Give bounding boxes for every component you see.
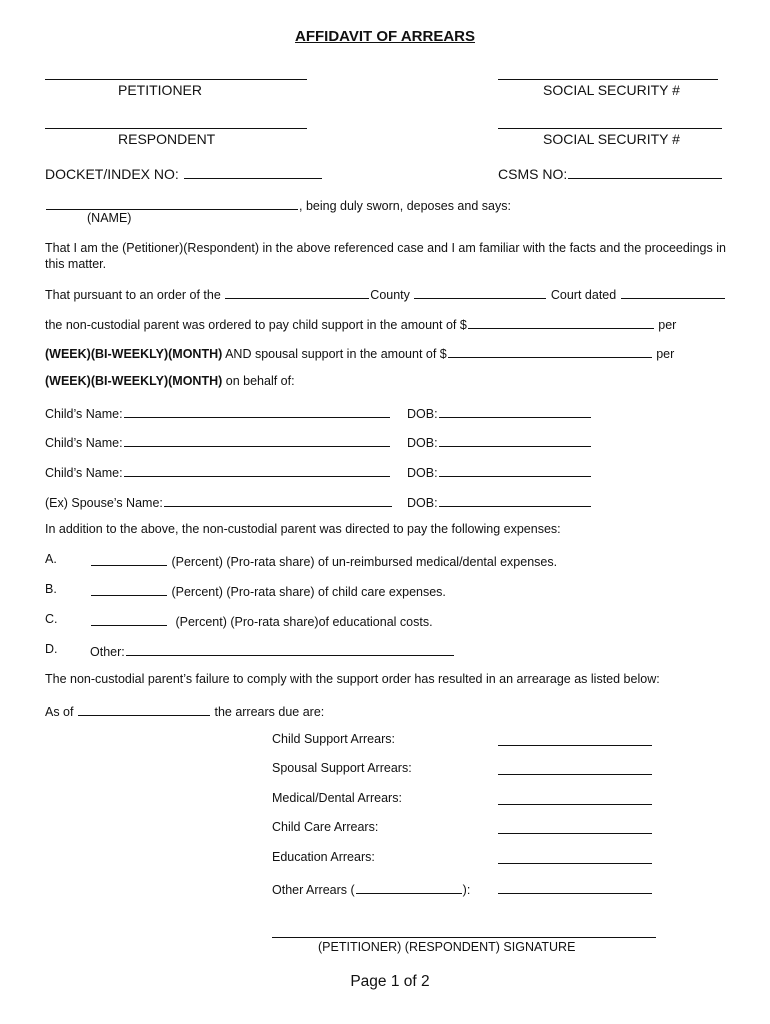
intro-paragraph: That I am the (Petitioner)(Respondent) in the above referenced case and I am familiar with the facts and the proceedings in this matter. (45, 241, 726, 271)
failure-paragraph: The non-custodial parent’s failure to comply with the support order has resulted in an arrearage as listed below: (45, 672, 660, 686)
dob-field[interactable] (439, 463, 591, 477)
beneficiary-name-field[interactable] (124, 404, 390, 418)
beneficiary-label: Child’s Name: (45, 407, 123, 421)
dob-row (407, 433, 592, 450)
spousal-support-text: AND spousal support in the amount of $ (222, 347, 447, 361)
frequency-options-1: (WEEK)(BI-WEEKLY)(MONTH) (45, 347, 223, 361)
dob-row (407, 404, 592, 421)
page-number: Page 1 of 2 (350, 973, 430, 990)
dob-label: DOB: (407, 496, 438, 510)
expenses-intro: In addition to the above, the non-custodial parent was directed to pay the following expenses: (45, 522, 561, 536)
dob-field[interactable] (439, 493, 591, 507)
beneficiary-row (45, 493, 393, 510)
arrears-amount-field[interactable] (498, 804, 652, 805)
expense-row (90, 642, 455, 659)
spousal-support-per: per (656, 347, 675, 361)
expense-text: (Percent) (Pro-rata share) of un-reimbursed medical/dental expenses. (171, 555, 558, 569)
child-support-per: per (658, 318, 677, 332)
spouse-name-field[interactable] (164, 493, 392, 507)
document-title: AFFIDAVIT OF ARREARS (295, 28, 475, 45)
arrears-amount-field[interactable] (498, 774, 652, 775)
expense-letter: C. (45, 612, 58, 626)
csms-field[interactable] (568, 164, 722, 179)
spousal-support-line (45, 344, 674, 361)
dob-label: DOB: (407, 436, 438, 450)
expense-row (90, 612, 433, 629)
name-label: (NAME) (87, 211, 132, 225)
arrears-label: Child Care Arrears: (272, 820, 379, 834)
docket-field[interactable] (184, 164, 322, 179)
as-of-row (45, 702, 324, 719)
arrears-label: Child Support Arrears: (272, 732, 395, 746)
behalf-text: on behalf of: (222, 374, 295, 388)
beneficiary-name-field[interactable] (124, 433, 390, 447)
child-support-amount-field[interactable] (468, 315, 654, 329)
dob-field[interactable] (439, 433, 591, 447)
behalf-line (45, 374, 295, 388)
petitioner-ssn-field[interactable] (498, 79, 718, 80)
expense-row (90, 552, 557, 569)
docket-label: DOCKET/INDEX NO: (45, 166, 179, 182)
arrears-label: Spousal Support Arrears: (272, 761, 412, 775)
expense-text: (Percent) (Pro-rata share) of child care expenses. (171, 585, 446, 599)
order-date-field[interactable] (621, 285, 725, 299)
oath-text: , being duly sworn, deposes and says: (299, 199, 511, 213)
expense-share-field[interactable] (91, 612, 167, 626)
beneficiary-name-field[interactable] (124, 463, 390, 477)
expense-letter: D. (45, 642, 58, 656)
respondent-label: RESPONDENT (118, 131, 216, 147)
beneficiary-label: Child’s Name: (45, 466, 123, 480)
order-line (45, 285, 726, 302)
respondent-ssn-field[interactable] (498, 128, 722, 129)
arrears-label: Education Arrears: (272, 850, 375, 864)
respondent-name-field[interactable] (45, 128, 307, 129)
other-arrears-description-field[interactable] (356, 880, 462, 894)
expense-letter: A. (45, 552, 57, 566)
petitioner-ssn-label: SOCIAL SECURITY # (543, 82, 680, 98)
other-arrears-row (272, 880, 470, 897)
respondent-ssn-label: SOCIAL SECURITY # (543, 131, 680, 147)
child-support-line (45, 315, 676, 332)
arrears-label-suffix: ): (462, 883, 471, 897)
as-of-label: As of (45, 705, 74, 719)
frequency-options-2: (WEEK)(BI-WEEKLY)(MONTH) (45, 374, 223, 388)
arrears-amount-field[interactable] (498, 745, 652, 746)
csms-row (498, 164, 723, 182)
petitioner-name-field[interactable] (45, 79, 307, 80)
dob-label: DOB: (407, 466, 438, 480)
county-label: County (370, 288, 410, 302)
expense-share-field[interactable] (91, 552, 167, 566)
beneficiary-row (45, 433, 391, 450)
dob-row (407, 493, 592, 510)
beneficiary-label: (Ex) Spouse’s Name: (45, 496, 163, 510)
expense-row (90, 582, 446, 599)
signature-field[interactable] (272, 937, 656, 938)
arrears-amount-field[interactable] (498, 833, 652, 834)
petitioner-label: PETITIONER (118, 82, 203, 98)
deponent-name-field[interactable] (46, 196, 298, 210)
signature-label: (PETITIONER) (RESPONDENT) SIGNATURE (318, 940, 576, 954)
expense-share-field[interactable] (91, 582, 167, 596)
expense-letter: B. (45, 582, 57, 596)
csms-label: CSMS NO: (498, 166, 568, 182)
as-of-date-field[interactable] (78, 702, 210, 716)
county-field[interactable] (414, 285, 546, 299)
beneficiary-label: Child’s Name: (45, 436, 123, 450)
beneficiary-row (45, 463, 391, 480)
court-dated-label: Court dated (550, 288, 617, 302)
docket-row (45, 164, 323, 182)
expense-text: (Percent) (Pro-rata share)of educational costs. (175, 615, 433, 629)
order-prefix: That pursuant to an order of the (45, 288, 221, 302)
dob-label: DOB: (407, 407, 438, 421)
beneficiary-row (45, 404, 391, 421)
court-field[interactable] (225, 285, 369, 299)
arrears-amount-field[interactable] (498, 893, 652, 894)
child-support-text: the non-custodial parent was ordered to pay child support in the amount of $ (45, 318, 467, 332)
dob-row (407, 463, 592, 480)
spousal-support-amount-field[interactable] (448, 344, 652, 358)
expense-text: Other: (90, 645, 125, 659)
dob-field[interactable] (439, 404, 591, 418)
other-expense-field[interactable] (126, 642, 454, 656)
as-of-suffix: the arrears due are: (214, 705, 325, 719)
arrears-label: Other Arrears ( (272, 883, 355, 897)
arrears-amount-field[interactable] (498, 863, 652, 864)
arrears-label: Medical/Dental Arrears: (272, 791, 402, 805)
